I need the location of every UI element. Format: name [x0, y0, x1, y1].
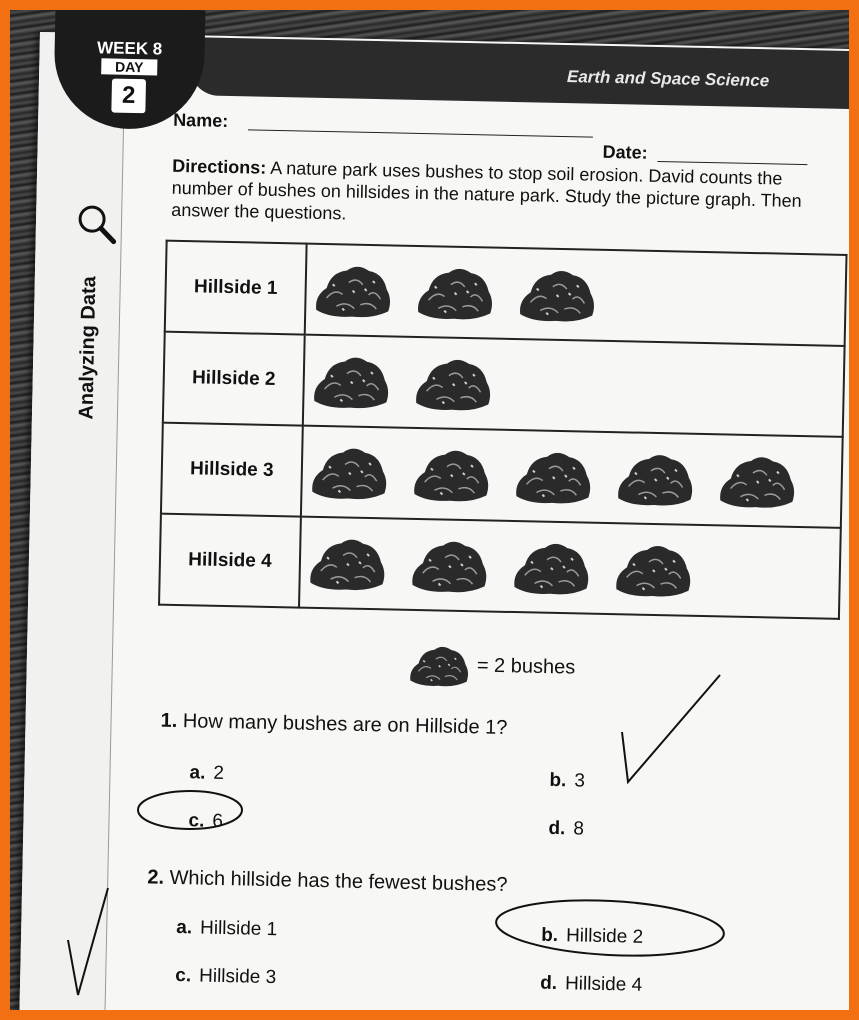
bush-count-cell	[301, 426, 843, 528]
worksheet-page	[19, 32, 849, 1010]
option-text: Hillside 4	[564, 973, 643, 996]
q1-option-b[interactable]	[549, 770, 585, 793]
bush-count-cell	[305, 244, 847, 346]
q2-option-d[interactable]	[540, 973, 642, 997]
option-letter: a.	[176, 917, 193, 939]
photo-frame	[10, 10, 849, 1010]
directions-text: A nature park uses bushes to stop soil erosion. David counts the number of bushes on hillsides in the nature park. Study the picture graph. Then answer the questions.	[171, 157, 802, 224]
bush-icon	[516, 262, 597, 328]
option-text: Hillside 1	[199, 917, 278, 941]
directions	[171, 155, 812, 234]
option-letter: a.	[189, 762, 206, 784]
bush-icon	[612, 537, 693, 603]
option-letter: d.	[539, 972, 558, 995]
hillside-label: Hillside 2	[163, 332, 305, 426]
q1-option-a[interactable]	[189, 762, 224, 785]
directions-lead: Directions:	[172, 155, 267, 178]
day-number: 2	[111, 79, 146, 114]
bush-icon	[408, 532, 489, 598]
day-label: DAY	[101, 58, 157, 75]
bush-icon	[410, 441, 491, 507]
option-text: 6	[212, 810, 224, 833]
bush-icon	[412, 350, 493, 416]
question-text: Which hillside has the fewest bushes?	[169, 866, 508, 896]
subject-banner	[189, 37, 849, 109]
graph-row	[161, 423, 843, 528]
graph-key	[406, 640, 575, 694]
option-letter: d.	[548, 817, 566, 840]
question-2	[147, 866, 508, 897]
hillside-label: Hillside 4	[159, 514, 301, 608]
bush-icon	[306, 530, 387, 596]
bush-count-cell	[299, 517, 841, 619]
date-label: Date:	[602, 141, 648, 163]
section-label: Analyzing Data	[75, 275, 101, 420]
bush-icon	[406, 640, 471, 691]
picture-graph	[158, 240, 848, 620]
q2-option-b[interactable]	[541, 925, 643, 949]
option-text: 8	[573, 818, 585, 840]
option-text: 2	[213, 762, 225, 785]
name-label: Name:	[172, 109, 229, 131]
bush-count-cell	[303, 335, 845, 437]
name-field[interactable]	[248, 129, 593, 137]
option-text: Hillside 3	[198, 965, 277, 989]
option-text: Hillside 2	[565, 925, 644, 948]
hillside-label: Hillside 1	[165, 241, 307, 335]
week-label: WEEK 8	[96, 38, 163, 59]
magnifier-icon	[76, 203, 119, 246]
option-letter: c.	[188, 810, 205, 832]
graph-row	[163, 332, 845, 437]
bush-icon	[414, 259, 495, 325]
question-1	[160, 710, 507, 740]
hillside-label: Hillside 3	[161, 423, 303, 517]
key-text: = 2 bushes	[476, 654, 576, 679]
bush-icon	[716, 448, 797, 514]
question-number: 2.	[147, 866, 165, 889]
q2-option-a[interactable]	[176, 917, 277, 941]
bush-icon	[310, 348, 391, 414]
option-letter: b.	[549, 769, 567, 792]
option-text: 3	[574, 770, 586, 792]
bush-icon	[312, 257, 393, 323]
bush-icon	[308, 439, 389, 505]
subject-title: Earth and Space Science	[566, 67, 770, 91]
question-text: How many bushes are on Hillside 1?	[182, 710, 508, 739]
option-letter: c.	[175, 965, 192, 987]
bush-icon	[512, 444, 593, 510]
bush-icon	[510, 534, 591, 600]
q1-option-d[interactable]	[548, 818, 584, 841]
graph-row	[165, 241, 847, 346]
question-number: 1.	[160, 709, 178, 733]
q2-option-c[interactable]	[175, 965, 276, 989]
graph-row	[159, 514, 841, 619]
bush-icon	[614, 446, 695, 512]
q1-option-c[interactable]	[188, 810, 223, 833]
option-letter: b.	[540, 924, 559, 947]
